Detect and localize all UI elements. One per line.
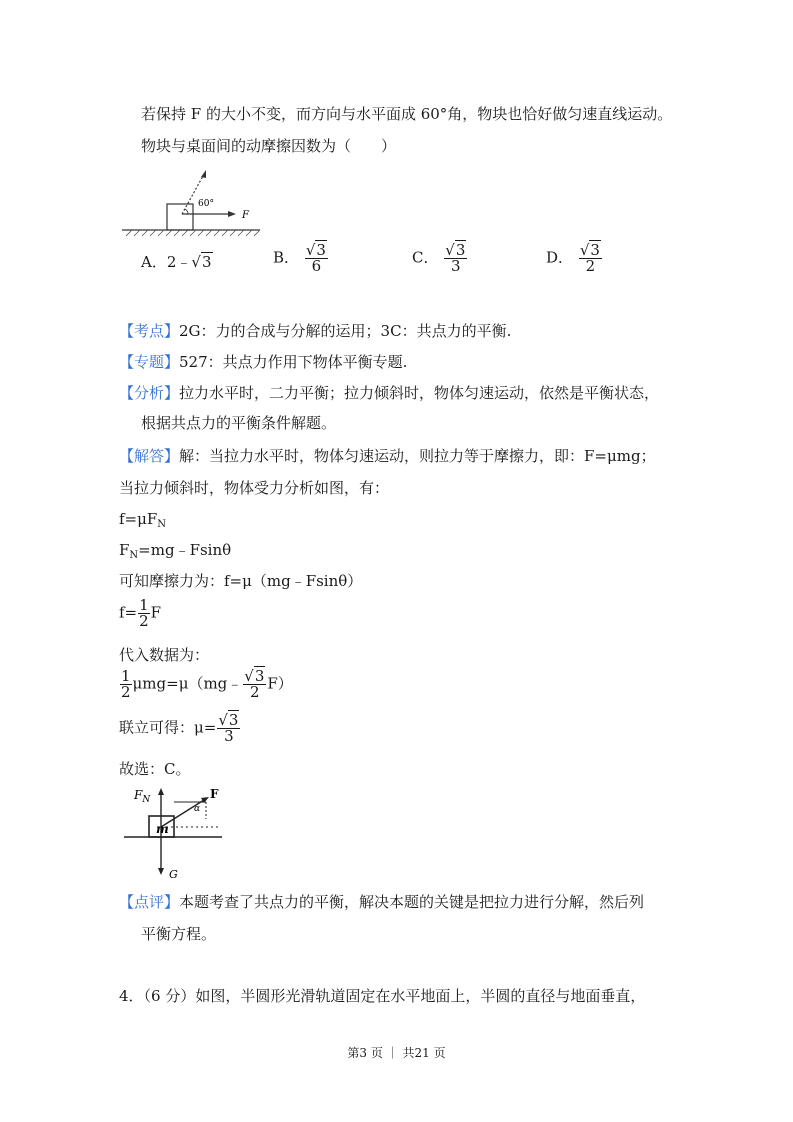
equation-1: [119, 509, 166, 535]
denominator: 3: [224, 727, 234, 745]
sqrt3-over-3-fraction: [217, 713, 240, 744]
page-footer: 第3 页 ｜ 共21 页: [347, 1046, 446, 1060]
alpha-label: α: [194, 804, 201, 814]
sqrt-symbol: √: [218, 711, 228, 729]
dianping-section: [119, 892, 644, 912]
radicand: 3: [254, 667, 265, 685]
dianping-text-2: 平衡方程。: [141, 925, 217, 943]
zhuanti-section: [119, 352, 407, 372]
numerator: 1: [139, 596, 149, 614]
option-b-fraction: [305, 243, 328, 274]
equation-3: 可知摩擦力为：f=μ（mg﹣Fsinθ）: [119, 572, 363, 590]
eq6-end: F）: [267, 674, 293, 693]
denominator: 2: [121, 683, 131, 701]
mass-label: m: [156, 822, 169, 836]
option-a-radicand: 3: [201, 253, 212, 271]
g-label: G: [169, 868, 178, 881]
denominator: 2: [250, 683, 260, 701]
eq7-main: 联立可得：μ=: [119, 718, 217, 737]
kaodian-text: 2G：力的合成与分解的运用；3C：共点力的平衡.: [179, 322, 512, 340]
fn-label: $F_N$: [134, 788, 151, 805]
denominator: 2: [139, 612, 149, 630]
option-d: [546, 243, 603, 274]
answer-line: 故选：C。: [119, 760, 191, 778]
dianping-tag: 【点评】: [119, 893, 180, 911]
kaodian-section: [119, 321, 511, 341]
eq2-subscript: N: [129, 550, 139, 561]
option-a: [141, 252, 213, 272]
f-label: F: [210, 787, 219, 801]
equation-2: [119, 540, 231, 566]
jieda-text-1: 解：当拉力水平时，物体匀速运动，则拉力等于摩擦力，即：F=μmg；: [179, 447, 656, 465]
block-force-figure: [120, 166, 270, 238]
numerator: 1: [121, 667, 131, 685]
denominator: 6: [311, 257, 322, 275]
denominator: 3: [451, 257, 461, 275]
force-analysis-figure: [118, 783, 228, 883]
option-d-label: D．: [546, 248, 574, 267]
zhuanti-text: 527：共点力作用下物体平衡专题.: [179, 353, 408, 371]
sqrt-symbol: √: [579, 241, 590, 259]
fenxi-tag: 【分析】: [119, 384, 180, 402]
eq4-f: F: [150, 603, 162, 622]
equation-6: [119, 669, 293, 700]
equation-4: [119, 598, 161, 629]
option-d-fraction: [579, 243, 602, 274]
eq2-f: F: [119, 541, 130, 559]
radicand: 3: [316, 241, 326, 259]
sqrt-symbol: √: [305, 241, 316, 259]
next-question: 4．（6 分）如图，半圆形光滑轨道固定在水平地面上，半圆的直径与地面垂直，: [119, 987, 646, 1005]
force-label: F: [242, 210, 249, 221]
angle-label: 60°: [198, 199, 214, 209]
option-a-value: 2﹣: [166, 253, 192, 271]
option-b: [273, 243, 329, 274]
fenxi-text-2: 根据共点力的平衡条件解题。: [141, 414, 337, 432]
denominator: 2: [585, 257, 596, 275]
option-a-label: A．: [141, 253, 167, 271]
sqrt3-over-2-fraction: [243, 669, 266, 700]
eq2-rest: =mg﹣Fsinθ: [138, 541, 232, 559]
jieda-section: [119, 446, 656, 466]
equation-7: [119, 713, 241, 744]
radicand: 3: [228, 711, 239, 729]
option-c: [412, 243, 468, 274]
eq1-main: f=μF: [119, 510, 158, 528]
jieda-text-2: 当拉力倾斜时，物体受力分析如图，有：: [119, 479, 390, 497]
question-line-2: 物块与桌面间的动摩擦因数为（ ）: [141, 137, 397, 155]
sqrt-symbol: √: [191, 253, 201, 271]
fenxi-section: [119, 383, 659, 403]
kaodian-tag: 【考点】: [119, 322, 180, 340]
zhuanti-tag: 【专题】: [119, 353, 180, 371]
option-b-label: B．: [273, 248, 300, 267]
radicand: 3: [590, 241, 600, 259]
dianping-text-1: 本题考查了共点力的平衡，解决本题的关键是把拉力进行分解，然后列: [179, 893, 645, 911]
fenxi-text-1: 拉力水平时，二力平衡；拉力倾斜时，物体匀速运动，依然是平衡状态，: [179, 384, 660, 402]
eq6-main: μmg=μ（mg﹣: [132, 674, 243, 693]
question-line-1: 若保持 F 的大小不变，而方向与水平面成 60°角，物块也恰好做匀速直线运动。: [141, 105, 673, 123]
jieda-tag: 【解答】: [119, 447, 180, 465]
eq4-lhs: f=: [119, 603, 138, 622]
equation-5-label: 代入数据为：: [119, 646, 210, 664]
radicand: 3: [455, 241, 466, 259]
sqrt-symbol: √: [445, 241, 455, 259]
option-c-fraction: [444, 243, 467, 274]
sqrt-symbol: √: [244, 667, 254, 685]
eq1-subscript: N: [157, 519, 167, 530]
half-fraction: [120, 669, 132, 700]
option-c-label: C．: [412, 248, 439, 267]
half-fraction: [138, 598, 150, 629]
